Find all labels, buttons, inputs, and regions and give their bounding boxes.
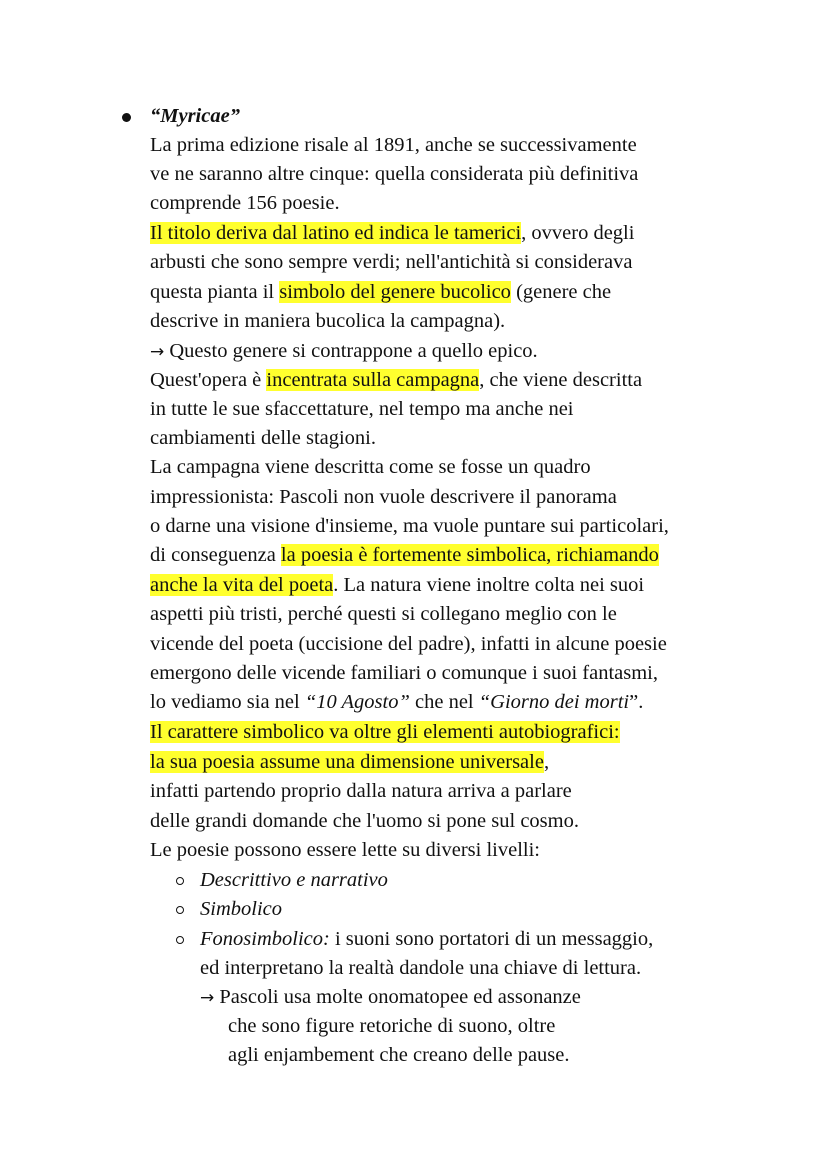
highlight: Il titolo deriva dal latino ed indica le tamerici — [150, 222, 522, 244]
text-line: che sono figure retoriche di suono, oltre — [228, 1015, 556, 1037]
highlight: incentrata sulla campagna — [266, 369, 480, 391]
highlight: la poesia è fortemente simbolica, richiamando — [280, 544, 659, 566]
text-line: impressionista: Pascoli non vuole descrivere il panorama — [150, 486, 617, 508]
highlight: simbolo del genere bucolico — [279, 281, 511, 303]
text-line: aspetti più tristi, perché questi si collegano meglio con le — [150, 603, 617, 625]
text-line: Quest'opera è incentrata sulla campagna, che viene descritta — [150, 369, 643, 391]
text-line: la sua poesia assume una dimensione universale, — [150, 751, 550, 773]
text-line: ve ne saranno altre cinque: quella considerata più definitiva — [150, 163, 639, 185]
highlight: Il carattere simbolico va oltre gli elementi autobiografici: — [150, 721, 620, 743]
text-line: arbusti che sono sempre verdi; nell'antichità si considerava — [150, 251, 633, 273]
text-line: cambiamenti delle stagioni. — [150, 427, 377, 449]
text-line: o darne una visione d'insieme, ma vuole puntare sui particolari, — [150, 515, 669, 537]
text-line: Il titolo deriva dal latino ed indica le tamerici, ovvero degli — [150, 222, 635, 244]
arrow-right-icon: → — [150, 342, 165, 362]
text-line: comprende 156 poesie. — [150, 192, 340, 214]
bullet-icon — [122, 113, 131, 122]
text-line: La campagna viene descritta come se fosse un quadro — [150, 456, 591, 478]
text-line: lo vediamo sia nel “10 Agosto” che nel “Giorno dei morti”. — [150, 691, 644, 713]
highlight: anche la vita del poeta — [150, 574, 334, 596]
section-title: “Myricae” — [150, 105, 240, 127]
text-line: Le poesie possono essere lette su diversi livelli: — [150, 839, 540, 861]
text-line: agli enjambement che creano delle pause. — [228, 1044, 570, 1066]
arrow-line: → Pascoli usa molte onomatopee ed assonanze — [200, 986, 581, 1008]
text-line: delle grandi domande che l'uomo si pone sul cosmo. — [150, 810, 579, 832]
circle-bullet-icon — [176, 936, 184, 944]
text-line: questa pianta il simbolo del genere bucolico (genere che — [150, 281, 612, 303]
text-line: emergono delle vicende familiari o comunque i suoi fantasmi, — [150, 662, 658, 684]
text-line: La prima edizione risale al 1891, anche se successivamente — [150, 134, 637, 156]
text-line: infatti partendo proprio dalla natura arriva a parlare — [150, 780, 572, 802]
circle-bullet-icon — [176, 906, 184, 914]
arrow-right-icon: → — [200, 988, 215, 1008]
text-line: anche la vita del poeta. La natura viene inoltre colta nei suoi — [150, 574, 645, 596]
text-line: in tutte le sue sfaccettature, nel tempo ma anche nei — [150, 398, 574, 420]
arrow-line: → Questo genere si contrappone a quello epico. — [150, 340, 538, 362]
text-line — [150, 718, 620, 747]
list-item: Descrittivo e narrativo — [200, 869, 388, 891]
list-item: Fonosimbolico: i suoni sono portatori di un messaggio, — [200, 928, 654, 950]
text-line: descrive in maniera bucolica la campagna). — [150, 310, 506, 332]
text-line: di conseguenza la poesia è fortemente simbolica, richiamando — [150, 544, 659, 566]
list-item: Simbolico — [200, 898, 282, 920]
highlight: la sua poesia assume una dimensione universale — [150, 751, 544, 773]
circle-bullet-icon — [176, 877, 184, 885]
text-line: ed interpretano la realtà dandole una chiave di lettura. — [200, 957, 642, 979]
text-line: vicende del poeta (uccisione del padre), infatti in alcune poesie — [150, 633, 667, 655]
